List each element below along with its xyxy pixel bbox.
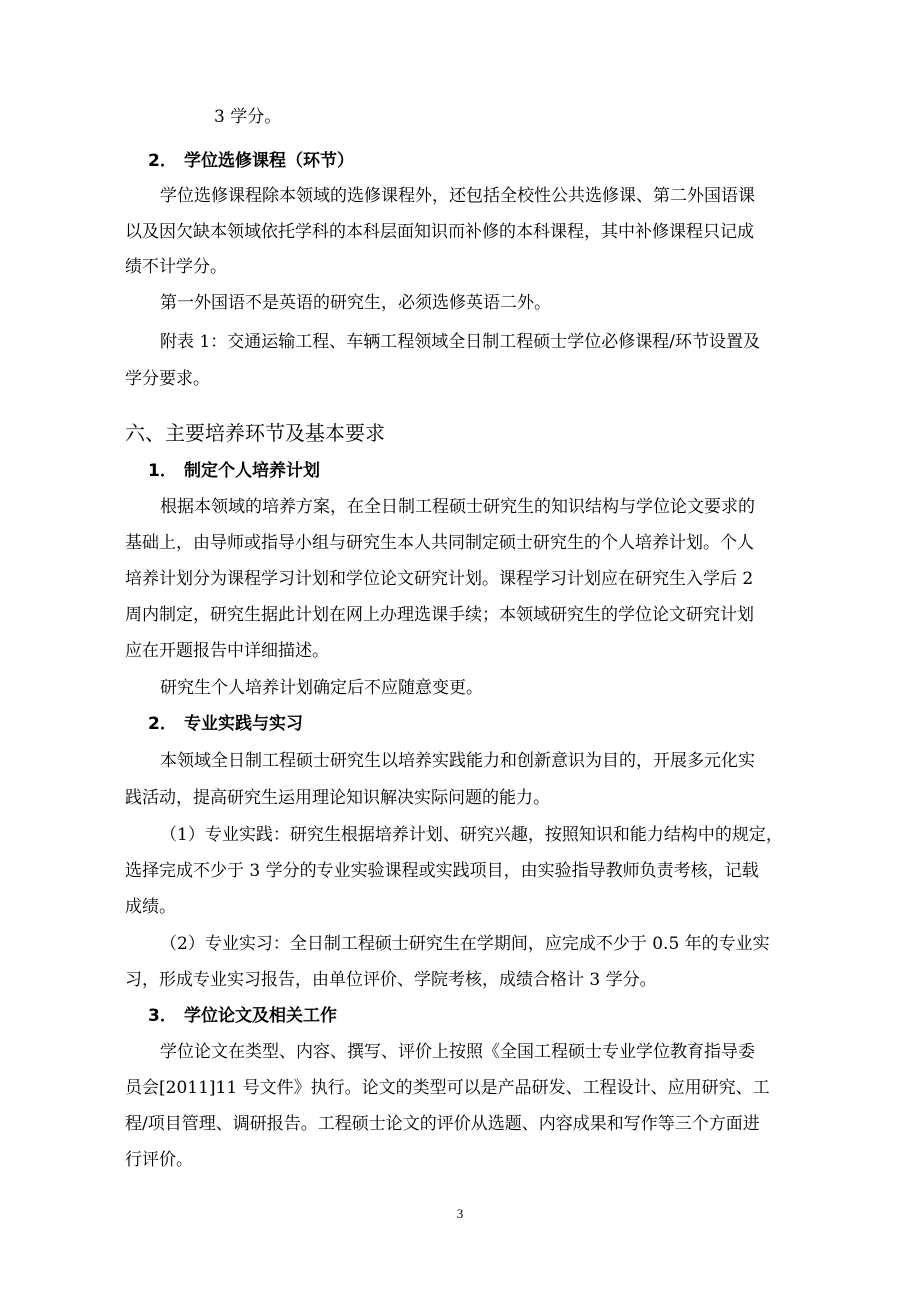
paragraph-line: 周内制定，研究生据此计划在网上办理选课手续；本领域研究生的学位论文研究计划 <box>125 605 754 625</box>
paragraph-line: 员会[2011]11 号文件》执行。论文的类型可以是产品研发、工程设计、应用研究、工 <box>125 1078 770 1098</box>
section-title: 六、主要培养环节及基本要求 <box>125 421 385 445</box>
paragraph-line: （1）专业实践：研究生根据培养计划、研究兴趣，按照知识和能力结构中的规定， <box>160 825 783 845</box>
heading-elective-courses <box>148 150 848 172</box>
heading-title: 专业实践与实习 <box>184 714 303 734</box>
heading-number: 1． <box>148 461 177 481</box>
paragraph-line: 研究生个人培养计划确定后不应随意变更。 <box>160 678 483 698</box>
paragraph-line: 习，形成专业实习报告，由单位评价、学院考核，成绩合格计 3 学分。 <box>125 970 657 990</box>
paragraph-line: 践活动，提高研究生运用理论知识解决实际问题的能力。 <box>125 788 550 808</box>
page-number: 3 <box>456 1206 464 1221</box>
paragraph-line: 程/项目管理、调研报告。工程硕士论文的评价从选题、内容成果和写作等三个方面进 <box>125 1114 760 1134</box>
paragraph-line: 学分要求。 <box>125 369 210 389</box>
heading-personal-plan <box>148 460 848 482</box>
heading-title: 制定个人培养计划 <box>184 461 320 481</box>
paragraph-line: 第一外国语不是英语的研究生，必须选修英语二外。 <box>160 293 551 313</box>
paragraph-line: 附表 1：交通运输工程、车辆工程领域全日制工程硕士学位必修课程/环节设置及 <box>160 332 760 352</box>
paragraph-line: 选择完成不少于 3 学分的专业实验课程或实践项目，由实验指导教师负责考核，记载 <box>125 861 759 881</box>
heading-number: 2． <box>148 714 177 734</box>
paragraph-line: 行评价。 <box>125 1150 193 1170</box>
heading-title: 学位选修课程（环节） <box>184 151 354 171</box>
paragraph-credits-tail: 3 学分。 <box>214 107 282 127</box>
paragraph-line: 学位选修课程除本领域的选修课程外，还包括全校性公共选修课、第二外国语课 <box>160 186 755 206</box>
paragraph-line: 以及因欠缺本领域依托学科的本科层面知识而补修的本科课程，其中补修课程只记成 <box>125 222 754 242</box>
paragraph-line: 根据本领域的培养方案，在全日制工程硕士研究生的知识结构与学位论文要求的 <box>160 497 755 517</box>
heading-number: 3． <box>148 1006 177 1026</box>
heading-practice <box>148 713 848 735</box>
paragraph-line: 绩不计学分。 <box>125 257 227 277</box>
paragraph-line: 本领域全日制工程硕士研究生以培养实践能力和创新意识为目的，开展多元化实 <box>160 751 755 771</box>
paragraph-line: （2）专业实习：全日制工程硕士研究生在学期间，应完成不少于 0.5 年的专业实 <box>160 934 770 954</box>
paragraph-line: 应在开题报告中详细描述。 <box>125 641 329 661</box>
heading-thesis <box>148 1005 848 1027</box>
paragraph-line: 培养计划分为课程学习计划和学位论文研究计划。课程学习计划应在研究生入学后 2 <box>125 569 754 589</box>
paragraph-line: 成绩。 <box>125 897 176 917</box>
paragraph-line: 学位论文在类型、内容、撰写、评价上按照《全国工程硕士专业学位教育指导委 <box>160 1042 755 1062</box>
paragraph-line: 基础上，由导师或指导小组与研究生本人共同制定硕士研究生的个人培养计划。个人 <box>125 533 754 553</box>
heading-title: 学位论文及相关工作 <box>184 1006 337 1026</box>
heading-number: 2． <box>148 151 177 171</box>
